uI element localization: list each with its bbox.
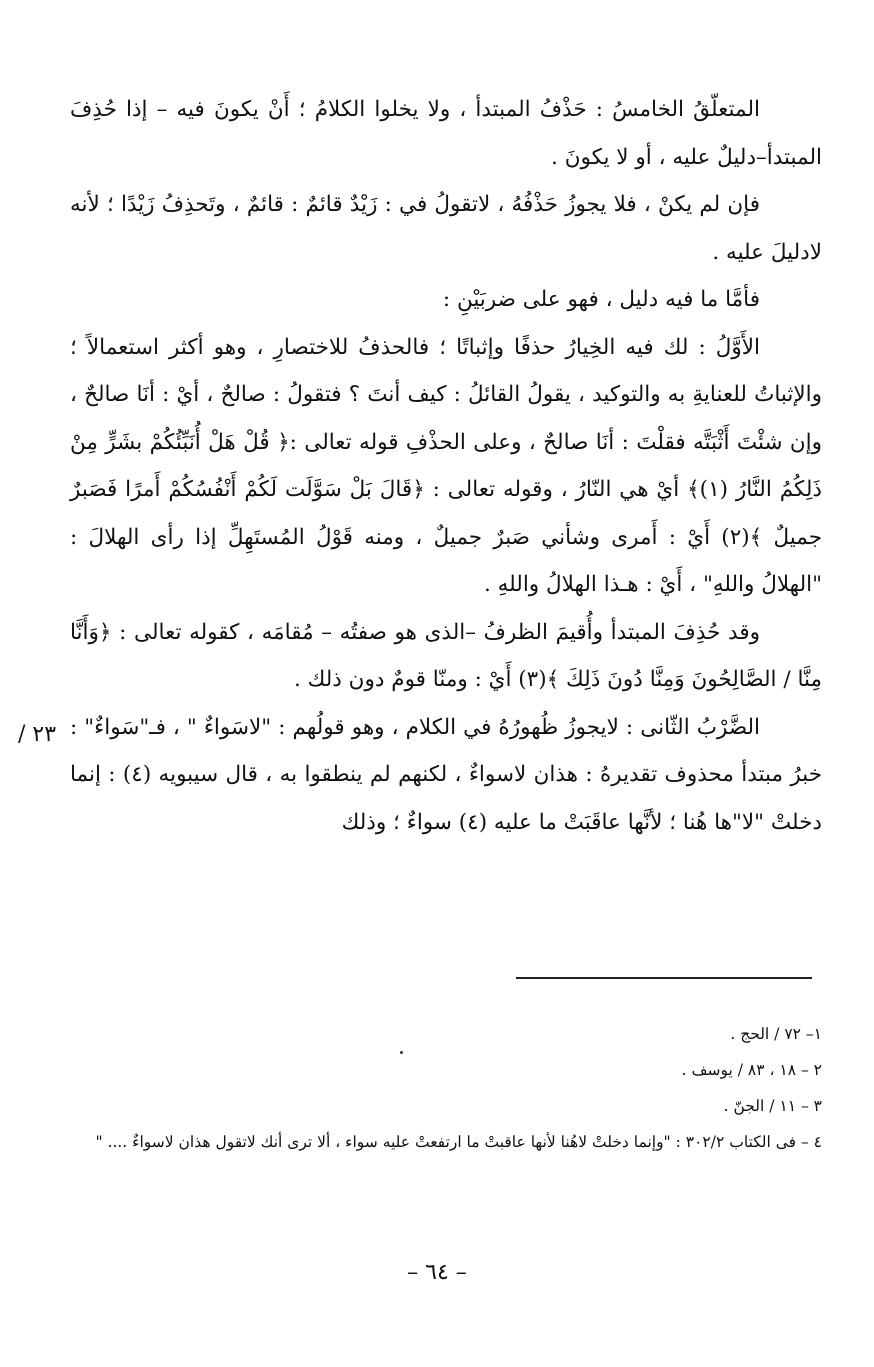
footnote-4: ٤ – فى الكتاب ٣٠٢/٢ : "وإنما دخلتْ لاهُنا لأنها عاقبتْ ما ارتفعتْ عليه سواء ، ألا ترى أنك لاتقول هذان لاسواءٌ .... " xyxy=(95,1133,822,1151)
paragraph-2: فإن لم يكنْ ، فلا يجوزُ حَذْفُهُ ، لاتقولُ في : زَيْدٌ قائمٌ : قائمٌ ، وتَحذِفُ زَيْدًا ؛ لأنه لادليلَ عليه . xyxy=(70,192,822,265)
margin-page-marker: ٢٣ / xyxy=(18,722,57,747)
paragraph-6: الضَّرْبُ الثّانى : لايجوزُ ظُهورُهُ في الكلام ، وهو قولُهم : "لاسَواءٌ " ، فـ"سَواءٌ" : خبرُ مبتدأ محذوف تقديرهُ : هذان لاسواءٌ ، لكنهم لم ينطقوا به ، قال سيبويه (٤) : إنما دخلتْ "لا"ها هُنا ؛ لأنَّها عاقَبَتْ ما عليه (٤) سواءٌ ؛ وذلك xyxy=(70,714,822,835)
footnotes xyxy=(80,1016,822,1160)
paragraph-1: المتعلّقُ الخامسُ : حَذْفُ المبتدأ ، ولا يخلوا الكلامُ ؛ أَنْ يكونَ فيه – إذا حُذِفَ المبتدأ–دليلٌ عليه ، أو لا يكونَ . xyxy=(70,97,822,170)
paragraph-5: وقد حُذِفَ المبتدأ وأُقيمَ الظرفُ –الذى هو صفتُه – مُقامَه ، كقوله تعالى : ﴿وَأَنَّا مِنَّا / الصَّالِحُونَ وَمِنَّا دُونَ ذَلِكَ ﴾(٣) أَيْ : ومنّا قومٌ دون ذلك . xyxy=(70,619,822,692)
stray-dot xyxy=(400,1051,403,1054)
main-text xyxy=(70,86,822,846)
footnote-divider xyxy=(516,977,812,979)
page-number: – ٦٤ – xyxy=(407,1260,467,1285)
footnote-2: ٢ – ١٨ ، ٨٣ / يوسف . xyxy=(681,1061,822,1079)
footnote-3: ٣ – ١١ / الجنّ . xyxy=(723,1097,822,1115)
footnote-1: ١– ٧٢ / الحج . xyxy=(730,1025,822,1043)
paragraph-4: الأَوَّلُ : لك فيه الخِيارُ حذفًا وإثباتًا ؛ فالحذفُ للاختصارِ ، وهو أكثر استعمالاً ؛ والإثباتُ للعنايةِ به والتوكيد ، يقولُ القائلُ : كيف أنتَ ؟ فتقولُ : صالحٌ ، أيْ : أنَا صالحٌ ، وإن شئْتَ أَثْبَتَّه فقلْتَ : أنَا صالحٌ ، وعلى الحذْفِ قوله تعالى :﴿ قُلْ هَلْ أُنَبِّئُكُمْ بشَرٍّ مِنْ ذَلِكُمُ النَّارُ (١)﴾ أيْ هي النّارُ ، وقوله تعالى : ﴿قَالَ بَلْ سَوَّلَت لَكُمْ أَنْفُسُكُمْ أَمرًا فَصَبرٌ جميلٌ ﴾(٢) أَيْ : أَمرى وشأني صَبرٌ جميلٌ ، ومنه قَوْلُ المُستَهِلِّ إذا رأى الهلالَ : "الهلالُ واللهِ" ، أَيْ : هـذا الهلالُ واللهِ . xyxy=(70,334,823,597)
paragraph-3: فأمَّا ما فيه دليل ، فهو على ضربَيْنِ : xyxy=(442,287,760,312)
